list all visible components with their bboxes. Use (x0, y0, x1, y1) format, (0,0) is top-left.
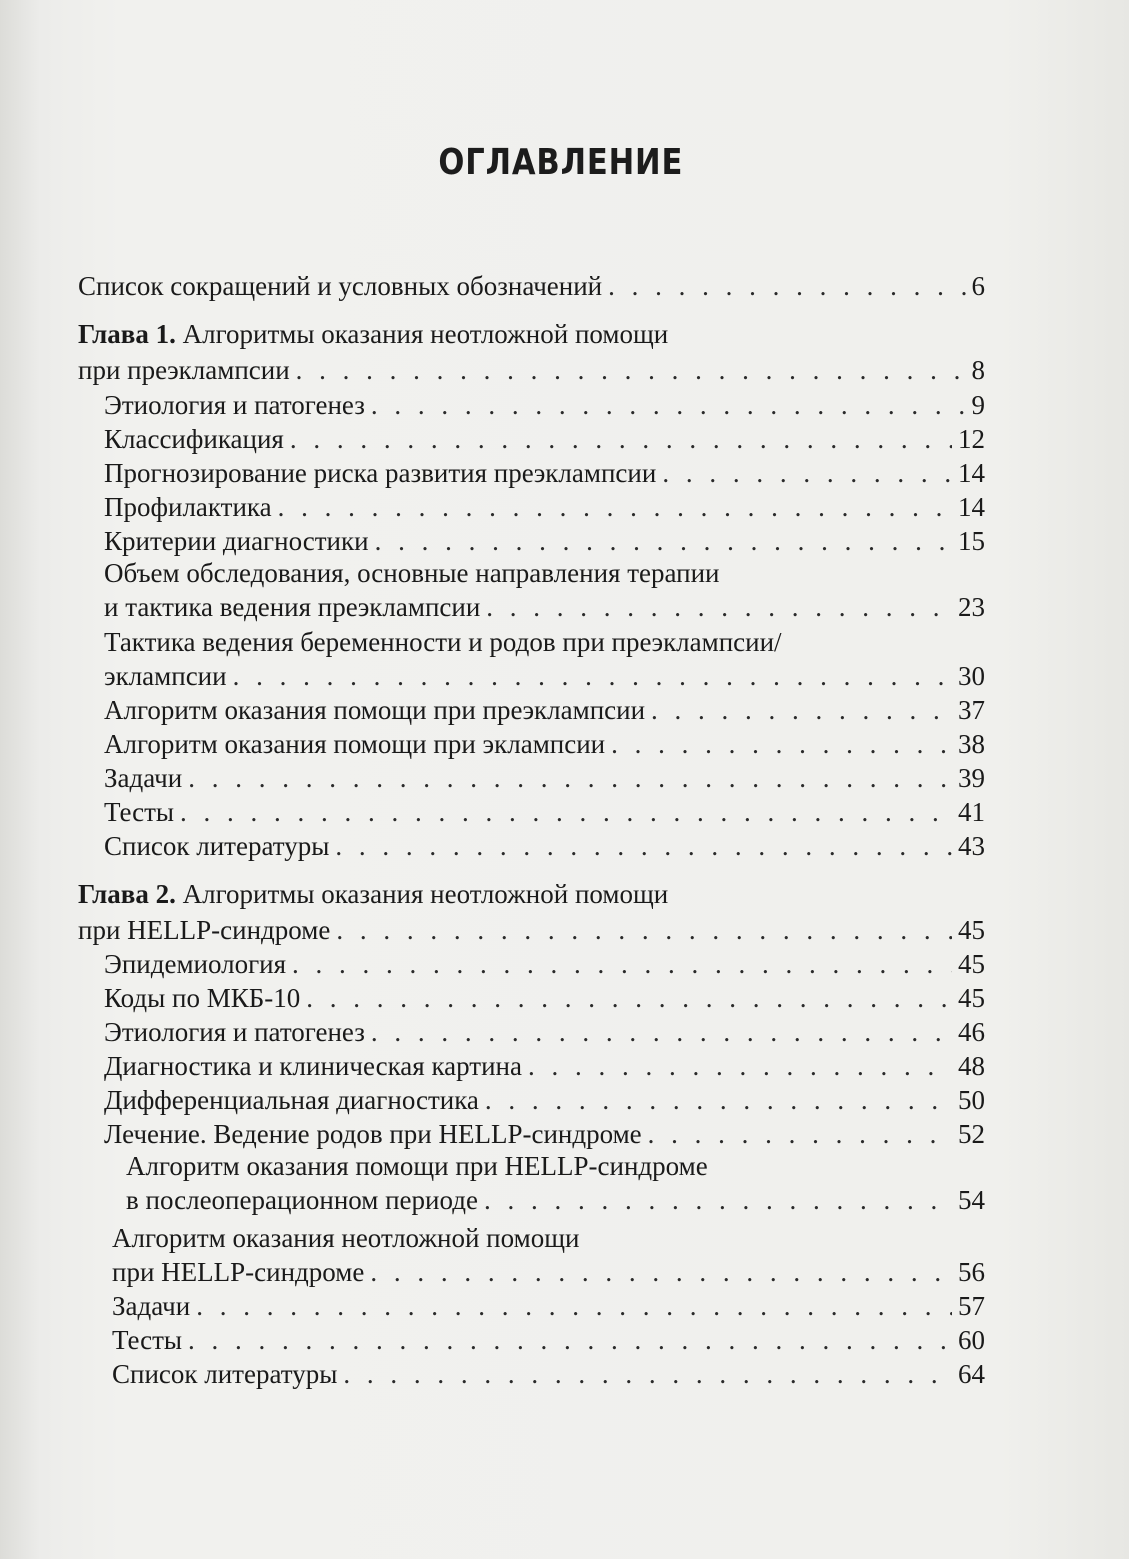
dot-leader (188, 762, 952, 794)
dot-leader (528, 1050, 952, 1082)
dot-leader (486, 591, 952, 623)
toc-page-number: 57 (958, 1291, 985, 1321)
toc-page-number: 56 (958, 1257, 985, 1287)
toc-page-number: 46 (958, 1017, 985, 1047)
toc-page-number: 8 (971, 355, 985, 385)
toc-entry (104, 762, 985, 794)
dot-leader (292, 948, 952, 980)
dot-leader (375, 525, 952, 557)
toc-page-number: 14 (958, 458, 985, 488)
page-title: ОГЛАВЛЕНИЕ (438, 142, 684, 183)
toc-page-number: 43 (958, 831, 985, 861)
toc-entry-label: Задачи (112, 1291, 191, 1321)
toc-entry-label: Алгоритм оказания помощи при эклампсии (104, 729, 606, 759)
toc-entry (104, 1118, 985, 1150)
dot-leader (485, 1084, 952, 1116)
toc-entry (112, 1324, 985, 1356)
toc-entry (104, 694, 985, 726)
toc-page-number: 39 (958, 763, 985, 793)
toc-entry-label: Задачи (104, 763, 183, 793)
toc-entry-label: Алгоритм оказания помощи при преэклампсии (104, 695, 646, 725)
dot-leader (335, 830, 952, 862)
toc-page-number: 60 (958, 1325, 985, 1355)
toc-entry (104, 591, 985, 623)
dot-leader (233, 660, 952, 692)
toc-entry-label: Прогнозирование риска развития преэклампсии (104, 458, 657, 488)
toc-entry-label: Тесты (104, 797, 175, 827)
toc-entry (104, 491, 985, 523)
chapter-title-line2: при HELLP-синдроме (78, 915, 331, 945)
toc-entry-chapter-1 (78, 354, 985, 386)
toc-page-number: 45 (958, 949, 985, 979)
dot-leader (188, 1324, 952, 1356)
toc-entry (104, 423, 985, 455)
toc-page-number: 45 (958, 983, 985, 1013)
toc-entry (104, 796, 985, 828)
toc-entry-label: Профилактика (104, 492, 272, 522)
toc-page-number: 38 (958, 729, 985, 759)
dot-leader (336, 914, 952, 946)
toc-page-number: 41 (958, 797, 985, 827)
toc-entry (104, 525, 985, 557)
toc-entry-chapter-2 (78, 914, 985, 946)
dot-leader (296, 354, 966, 386)
toc-entry-label: Этиология и патогенез (104, 1017, 365, 1047)
chapter-1-heading (78, 318, 668, 350)
toc-entry-line1: Алгоритм оказания неотложной помощи (112, 1223, 580, 1253)
toc-entry (104, 389, 985, 421)
chapter-number: Глава 1. (78, 319, 176, 349)
dot-leader (180, 796, 952, 828)
toc-entry-label: при HELLP-синдроме (112, 1257, 365, 1287)
toc-entry-label: Диагностика и клиническая картина (104, 1051, 522, 1081)
toc-entry-label: Список сокращений и условных обозначений (78, 271, 603, 301)
chapter-title-line1: Алгоритмы оказания неотложной помощи (182, 879, 669, 909)
chapter-2-heading (78, 878, 668, 910)
chapter-number: Глава 2. (78, 879, 176, 909)
dot-leader (370, 1256, 952, 1288)
toc-entry-label: Тесты (112, 1325, 183, 1355)
toc-entry-label: в послеоперационном периоде (126, 1185, 478, 1215)
dot-leader (651, 694, 952, 726)
toc-entry-line1: Тактика ведения беременности и родов при преэклампсии/ (104, 627, 782, 657)
toc-entry (104, 728, 985, 760)
chapter-title-line1: Алгоритмы оказания неотложной помощи (182, 319, 669, 349)
toc-entry (112, 1256, 985, 1288)
toc-entry (126, 1184, 985, 1216)
toc-entry (104, 982, 985, 1014)
toc-entry-label: Дифференциальная диагностика (104, 1085, 479, 1115)
toc-entry (112, 1290, 985, 1322)
dot-leader (662, 457, 952, 489)
toc-page-number: 23 (958, 592, 985, 622)
toc-page-number: 6 (971, 271, 985, 301)
toc-entry (104, 1084, 985, 1116)
toc-entry (104, 1016, 985, 1048)
toc-entry (104, 948, 985, 980)
toc-entry (104, 660, 985, 692)
toc-page-number: 14 (958, 492, 985, 522)
dot-leader (484, 1184, 952, 1216)
toc-entry-line1: Алгоритм оказания помощи при HELLP-синдроме (126, 1151, 708, 1181)
dot-leader (196, 1290, 952, 1322)
toc-page-number: 12 (958, 424, 985, 454)
toc-entry-label: Классификация (104, 424, 284, 454)
dot-leader (611, 728, 952, 760)
dot-leader (371, 389, 966, 421)
toc-entry-label: Лечение. Ведение родов при HELLP-синдроме (104, 1119, 642, 1149)
toc-entry (104, 1050, 985, 1082)
toc-page-number: 45 (958, 915, 985, 945)
toc-entry-abbreviations (78, 270, 985, 302)
toc-page-number: 37 (958, 695, 985, 725)
dot-leader (608, 270, 965, 302)
toc-page-number: 48 (958, 1051, 985, 1081)
toc-entry-label: и тактика ведения преэклампсии (104, 592, 481, 622)
toc-entry (112, 1358, 985, 1390)
dot-leader (343, 1358, 952, 1390)
toc-page-number: 9 (971, 390, 985, 420)
chapter-title-line2: при преэклампсии (78, 355, 290, 385)
dot-leader (306, 982, 952, 1014)
toc-page-number: 52 (958, 1119, 985, 1149)
toc-entry-label: Коды по МКБ-10 (104, 983, 301, 1013)
dot-leader (278, 491, 952, 523)
toc-entry-label: Критерии диагностики (104, 526, 369, 556)
toc-entry-label: Список литературы (112, 1359, 338, 1389)
dot-leader (648, 1118, 952, 1150)
toc-entry-label: Список литературы (104, 831, 330, 861)
toc-page-number: 30 (958, 661, 985, 691)
toc-entry-label: Этиология и патогенез (104, 390, 365, 420)
toc-entry-line1: Объем обследования, основные направления терапии (104, 558, 720, 588)
toc-page-number: 15 (958, 526, 985, 556)
toc-page-number: 64 (958, 1359, 985, 1389)
toc-entry (104, 457, 985, 489)
toc-entry (104, 830, 985, 862)
toc-entry-label: Эпидемиология (104, 949, 287, 979)
toc-page-number: 50 (958, 1085, 985, 1115)
toc-entry-label: эклампсии (104, 661, 227, 691)
toc-page-number: 54 (958, 1185, 985, 1215)
dot-leader (290, 423, 952, 455)
dot-leader (371, 1016, 952, 1048)
